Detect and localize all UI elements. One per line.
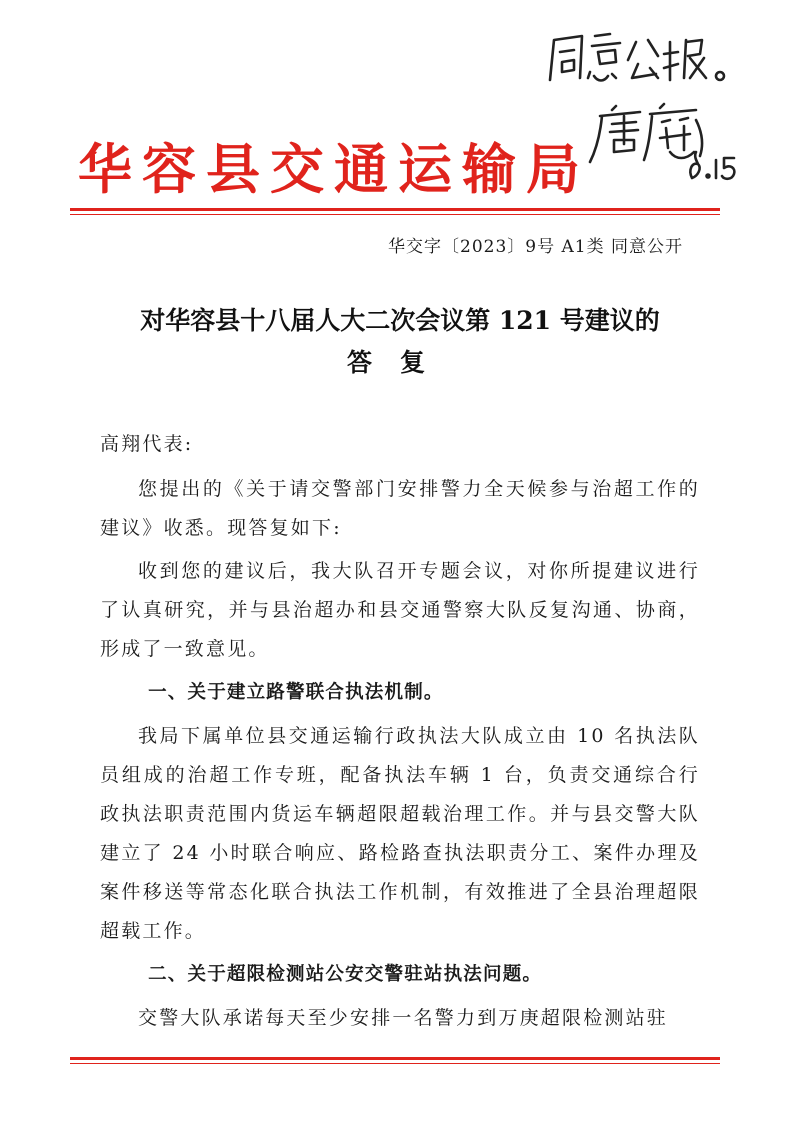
document-number: 华交字〔2023〕9号 A1类 同意公开 xyxy=(388,237,683,257)
section-1-heading: 一、关于建立路警联合执法机制。 xyxy=(148,682,444,703)
body-paragraph-1: 您提出的《关于请交警部门安排警力全天候参与治超工作的建议》收悉。现答复如下: xyxy=(100,478,700,539)
section-1-paragraph: 我局下属单位县交通运输行政执法大队成立由 10 名执法队员组成的治超工作专班，配备执法车辆 1 台，负责交通综合行政执法职责范围内货运车辆超限超载治理工作。并与县交警大队建立了 24 小时联合响应、路检路查执法职责分工、案件办理及案件移送等常态化联合执法工作机制，有效推进了全县治理超限超载工作。 xyxy=(100,725,700,942)
letterhead-red-rule xyxy=(70,208,720,211)
document-body xyxy=(100,425,700,1042)
salutation: 高翔代表: xyxy=(100,433,194,455)
section-2-paragraph: 交警大队承诺每天至少安排一名警力到万庚超限检测站驻 xyxy=(138,1007,669,1029)
section-2-heading: 二、关于超限检测站公安交警驻站执法问题。 xyxy=(148,964,543,985)
footer-red-rule xyxy=(70,1057,720,1060)
body-paragraph-2: 收到您的建议后，我大队召开专题会议，对你所提建议进行了认真研究，并与县治超办和县交通警察大队反复沟通、协商，形成了一致意见。 xyxy=(100,560,700,660)
document-title xyxy=(60,300,740,384)
document-title-line1: 对华容县十八届人大二次会议第 121 号建议的 xyxy=(140,306,660,335)
footer-red-rule-thin xyxy=(70,1063,720,1064)
document-title-line2: 答复 xyxy=(346,348,453,377)
letterhead-org-name: 华容县交通运输局 xyxy=(78,138,590,201)
letterhead-red-rule-thin xyxy=(70,214,720,215)
